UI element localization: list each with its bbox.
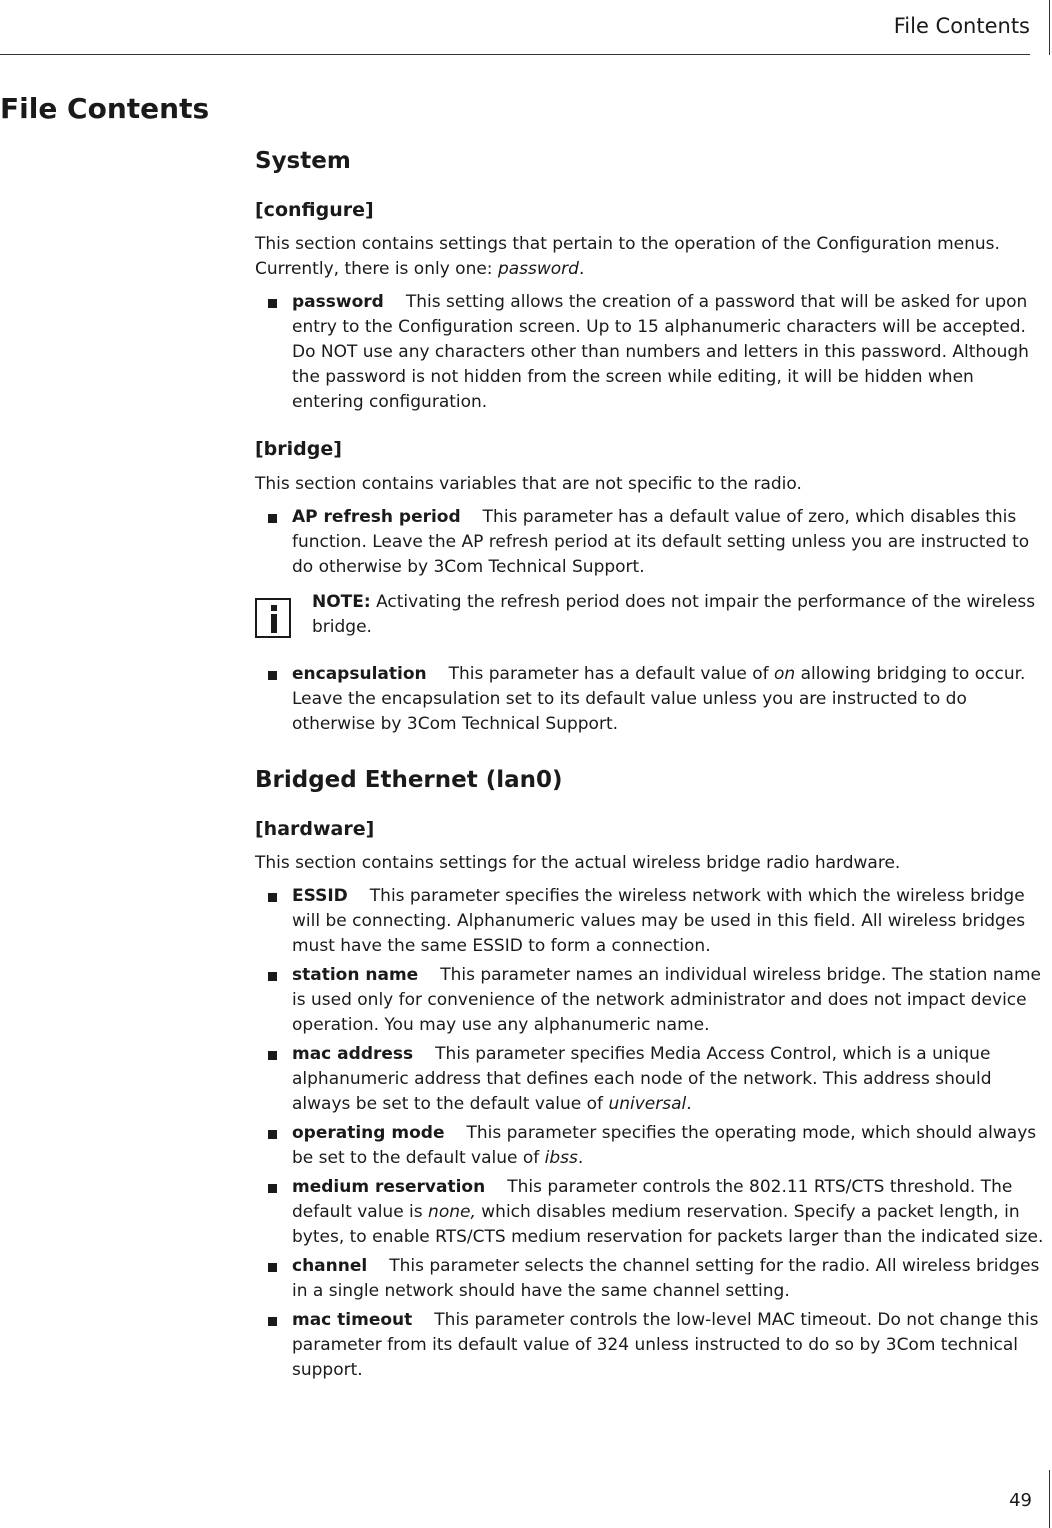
page-title: File Contents — [0, 92, 210, 125]
medium-reservation-value: none, — [428, 1202, 476, 1223]
list-item-essid — [255, 884, 1047, 959]
subsection-heading-bridge: [bridge] — [255, 438, 342, 461]
list-item-station-name — [255, 963, 1047, 1038]
page-number: 49 — [1009, 1490, 1032, 1511]
description-medium-reservation-start: This parameter controls the 802.11 RTS/CTS threshold. The default value is — [292, 1177, 1013, 1223]
term-ap-refresh-period: AP refresh period — [292, 506, 461, 527]
encapsulation-value: on — [774, 663, 796, 684]
term-operating-mode: operating mode — [292, 1123, 445, 1144]
list-item-channel — [255, 1254, 1047, 1304]
description-mac-address-end: . — [686, 1094, 692, 1115]
configure-intro-text: This section contains settings that pertain to the operation of the Configuration menus. Currently, there is only one: — [255, 234, 1000, 280]
note-box — [255, 590, 1047, 640]
configure-intro-end: . — [578, 259, 585, 280]
bridge-list — [255, 505, 1047, 580]
term-medium-reservation: medium reservation — [292, 1177, 486, 1198]
description-channel: This parameter selects the channel setting for the radio. All wireless bridges in a single network should have the same channel setting. — [292, 1256, 1040, 1302]
configure-list — [255, 290, 1047, 415]
term-password: password — [292, 292, 384, 313]
term-mac-address: mac address — [292, 1044, 414, 1065]
description-essid: This parameter specifies the wireless network with which the wireless bridge will be connecting. Alphanumeric values may be used in this field. All wireless bridges must have the same ESSID to form a connection. — [292, 886, 1026, 957]
description-operating-mode-start: This parameter specifies the operating mode, which should always be set to the default value of — [292, 1123, 1037, 1169]
description-ap-refresh-period: This parameter has a default value of zero, which disables this function. Leave the AP refresh period at its default setting unless you are instructed to do otherwise by 3Com Technical Support. — [292, 506, 1030, 577]
description-password: This setting allows the creation of a password that will be asked for upon entry to the Configuration screen. Up to 15 alphanumeric characters will be accepted. Do NOT use any characters other than numbers and letters in this password. Although the password is not hidden from the screen while editing, it will be hidden when entering configuration. — [292, 292, 1029, 413]
mac-address-value: universal — [608, 1094, 687, 1115]
section-heading-system: System — [255, 148, 351, 174]
description-mac-timeout: This parameter controls the low-level MAC timeout. Do not change this parameter from its default value of 324 unless instructed to do so by 3Com technical support. — [292, 1310, 1039, 1381]
term-station-name: station name — [292, 965, 419, 986]
bridge-intro: This section contains variables that are not specific to the radio. — [255, 473, 802, 494]
running-header: File Contents — [893, 14, 1030, 38]
list-item-medium-reservation — [255, 1175, 1047, 1250]
operating-mode-value: ibss — [544, 1148, 578, 1169]
subsection-heading-hardware: [hardware] — [255, 817, 375, 840]
info-icon — [255, 598, 291, 638]
header-vertical-rule — [1049, 0, 1050, 55]
header-rule — [0, 54, 1030, 55]
hardware-intro: This section contains settings for the actual wireless bridge radio hardware. — [255, 853, 901, 874]
description-encapsulation-end: allowing bridging to occur. Leave the encapsulation set to its default value unless you are instructed to do otherwise by 3Com Technical Support. — [292, 663, 1026, 734]
subsection-heading-configure: [configure] — [255, 198, 374, 221]
term-encapsulation: encapsulation — [292, 663, 427, 684]
term-mac-timeout: mac timeout — [292, 1310, 413, 1331]
list-item-password — [255, 290, 1047, 415]
configure-intro — [255, 232, 1047, 282]
note-text — [312, 590, 1047, 640]
section-heading-bridged-ethernet: Bridged Ethernet (lan0) — [255, 766, 563, 793]
bridge-list-continued — [255, 662, 1047, 737]
list-item-mac-address — [255, 1042, 1047, 1117]
page-content — [255, 148, 1047, 1387]
list-item-encapsulation — [255, 662, 1047, 737]
description-medium-reservation-end: which disables medium reservation. Specify a packet length, in bytes, to enable RTS/CTS medium reservation for packets larger than the indicated size. — [292, 1202, 1044, 1248]
list-item-operating-mode — [255, 1121, 1047, 1171]
footer-vertical-rule — [1049, 1470, 1050, 1528]
term-channel: channel — [292, 1256, 368, 1277]
description-mac-address-start: This parameter specifies Media Access Control, which is a unique alphanumeric address that defines each node of the network. This address should always be set to the default value of — [292, 1044, 992, 1115]
note-label: NOTE: — [312, 591, 371, 612]
description-encapsulation-start: This parameter has a default value of — [448, 663, 775, 684]
note-body: Activating the refresh period does not impair the performance of the wireless bridge. — [312, 591, 1036, 637]
description-operating-mode-end: . — [577, 1148, 584, 1169]
configure-intro-value: password — [497, 259, 579, 280]
term-essid: ESSID — [292, 886, 348, 907]
list-item-mac-timeout — [255, 1308, 1047, 1383]
hardware-list — [255, 884, 1047, 1383]
description-station-name: This parameter names an individual wireless bridge. The station name is used only for convenience of the network administrator and does not impact device operation. You may use any alphanumeric name. — [292, 965, 1041, 1036]
list-item-ap-refresh-period — [255, 505, 1047, 580]
